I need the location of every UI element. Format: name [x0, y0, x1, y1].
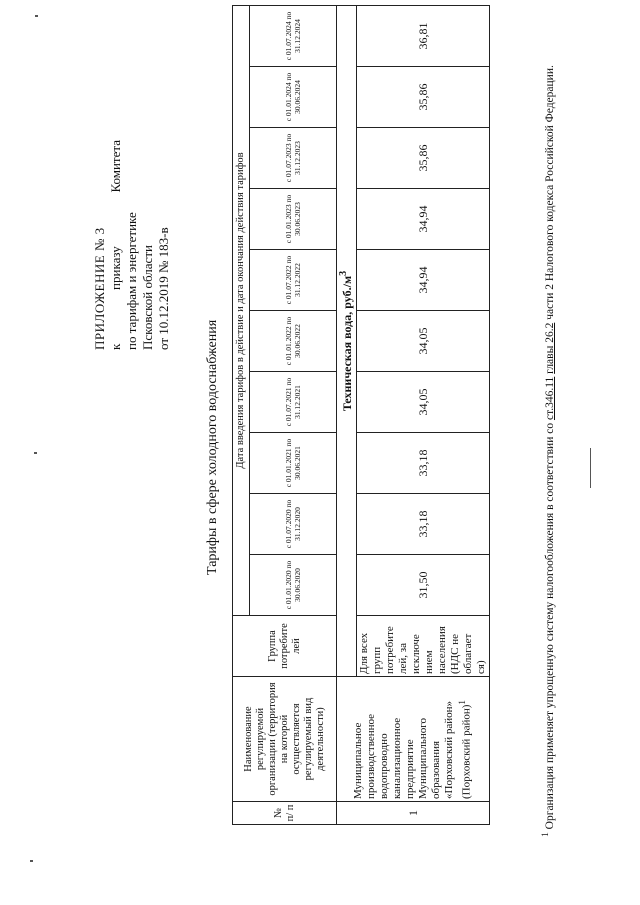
row-num: 1 — [337, 802, 490, 825]
period-header: с 01.07.2024 по 31.12.2024 — [250, 6, 337, 67]
period-header: с 01.01.2020 по 30.06.2020 — [250, 555, 337, 616]
period-header: с 01.07.2022 по 31.12.2022 — [250, 250, 337, 311]
scan-dot — [30, 860, 33, 862]
section-sup: 3 — [338, 270, 349, 276]
appendix-line4: Псковской области — [140, 245, 155, 350]
tariff-value: 36,81 — [357, 6, 490, 67]
period-header: с 01.01.2022 по 30.06.2022 — [250, 311, 337, 372]
footnote-sup: 1 — [540, 832, 551, 837]
tariff-value: 35,86 — [357, 67, 490, 128]
appendix-line2 — [108, 140, 124, 350]
header-dates: Дата введения тарифов в действие и дата окончания действия тарифов — [233, 6, 250, 616]
row-org-text: Муниципальное производственное водопроводно канализационное предприятие Муниципального образования «Порховский район» (Порховский район) — [352, 700, 473, 799]
appendix-komitet: Комитета — [108, 140, 123, 193]
tariff-value: 35,86 — [357, 128, 490, 189]
scan-dot — [34, 452, 37, 454]
section-header — [337, 6, 357, 677]
footnote-link-chapter[interactable]: главы 26.2 — [543, 322, 556, 374]
period-header: с 01.07.2021 по 31.12.2021 — [250, 372, 337, 433]
tariff-value: 33,18 — [357, 433, 490, 494]
period-header: с 01.07.2020 по 31.12.2020 — [250, 494, 337, 555]
header-group: Группа потребите лей — [233, 616, 337, 677]
period-header: с 01.01.2021 по 30.06.2021 — [250, 433, 337, 494]
tariff-value: 34,94 — [357, 250, 490, 311]
row-org — [337, 677, 490, 802]
appendix-line3: по тарифам и энергетике — [124, 212, 139, 350]
appendix-k: к — [108, 343, 123, 350]
period-header: с 01.07.2023 по 31.12.2023 — [250, 128, 337, 189]
scan-dot — [35, 15, 38, 17]
section-text: Техническая вода, руб./м — [340, 275, 354, 412]
scan-mark — [590, 448, 591, 488]
appendix-title: ПРИЛОЖЕНИЕ № 3 — [92, 227, 107, 350]
appendix-prikaz: приказу — [108, 246, 123, 290]
period-header: с 01.01.2024 по 30.06.2024 — [250, 67, 337, 128]
appendix-line5: от 10.12.2019 № 183-в — [156, 227, 171, 350]
tariff-table — [232, 5, 490, 825]
header-num: № п/ п — [233, 802, 337, 825]
footnote-link-article[interactable]: ст.346.11 — [543, 376, 556, 421]
row-group: Для всех групп потребите лей, за исключе нием населения (НДС не облагает ся) — [357, 616, 490, 677]
period-header: с 01.01.2023 по 30.06.2023 — [250, 189, 337, 250]
tariff-value: 31,50 — [357, 555, 490, 616]
row-org-sup: 1 — [457, 700, 468, 705]
tariff-value: 34,94 — [357, 189, 490, 250]
appendix-block — [92, 140, 172, 350]
header-org: Наименование регулируемой организации (территория на которой осуществляется регулируемый вид деятельности) — [233, 677, 337, 802]
tariff-value: 33,18 — [357, 494, 490, 555]
footnote-part2: части 2 Налогового кодекса Российской Федерации. — [543, 65, 556, 320]
tariff-value: 34,05 — [357, 311, 490, 372]
footnote — [538, 57, 558, 837]
footnote-part1: Организация применяет упрощенную систему налогообложения в соответствии со — [543, 422, 556, 830]
page-title: Тарифы в сфере холодного водоснабжения — [205, 319, 220, 575]
tariff-value: 34,05 — [357, 372, 490, 433]
